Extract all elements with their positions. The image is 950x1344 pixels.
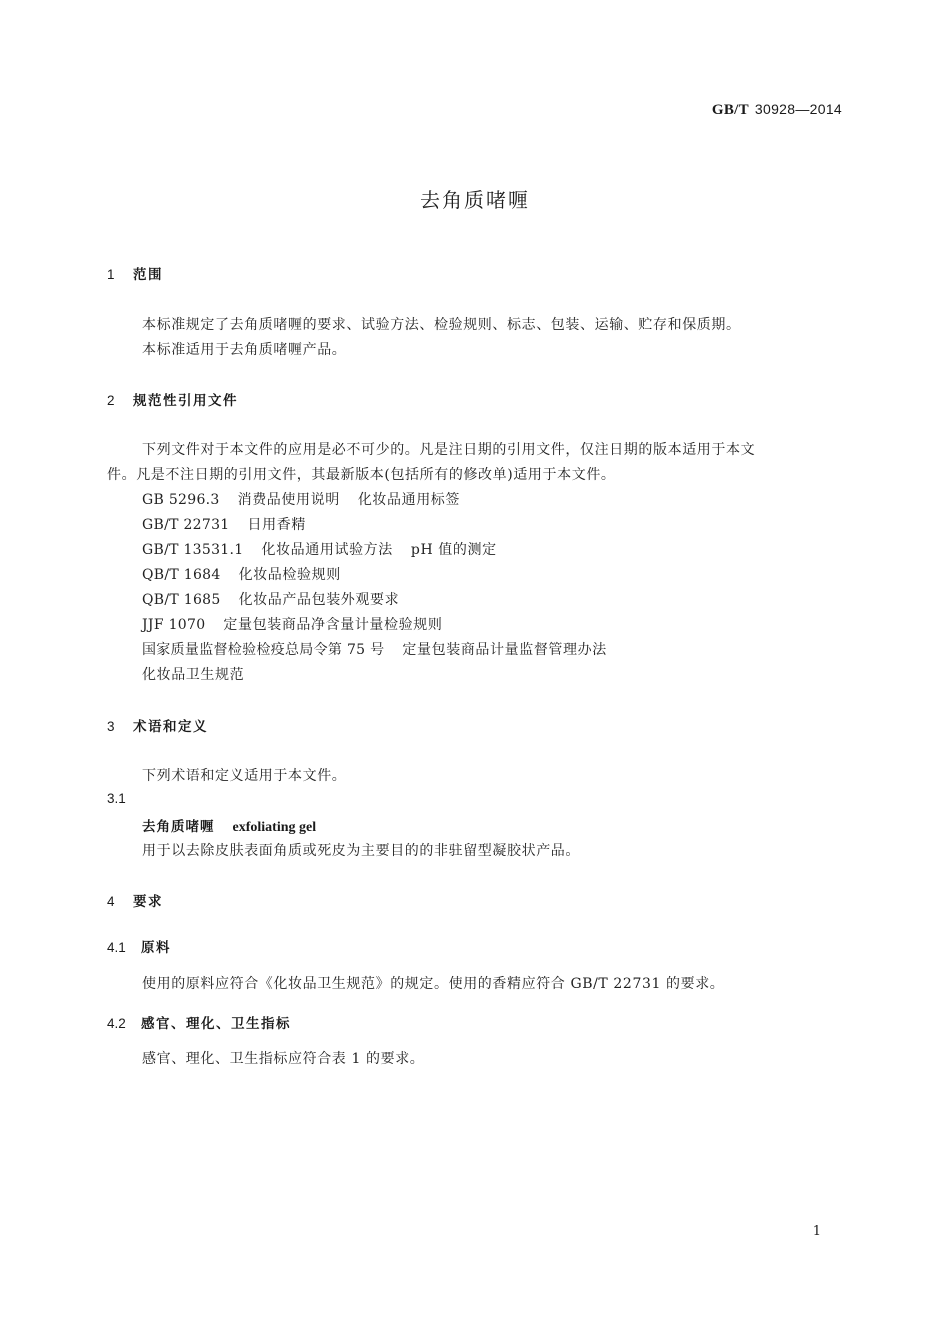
reference-code: GB/T 13531.1 bbox=[142, 542, 244, 558]
reference-item bbox=[142, 564, 341, 584]
reference-title: 定量包装商品净含量计量检验规则 bbox=[223, 617, 443, 633]
reference-title: 日用香精 bbox=[247, 517, 306, 533]
subsection-4-2-heading bbox=[107, 1012, 291, 1032]
term-number: 3.1 bbox=[107, 791, 126, 806]
subsection-4-1-heading bbox=[107, 936, 171, 956]
reference-item bbox=[142, 539, 497, 559]
reference-item bbox=[142, 664, 244, 684]
term-entry bbox=[142, 815, 316, 836]
section-number: 2 bbox=[107, 393, 115, 408]
paragraph: 感官、理化、卫生指标应符合表 1 的要求。 bbox=[142, 1051, 425, 1067]
paragraph: 本标准适用于去角质啫喱产品。 bbox=[142, 342, 347, 358]
reference-title: 消费品使用说明 bbox=[237, 492, 340, 508]
section-title: 范围 bbox=[133, 267, 163, 283]
section-title: 要求 bbox=[133, 894, 163, 910]
reference-title: 定量包装商品计量监督管理办法 bbox=[402, 642, 607, 658]
reference-item bbox=[142, 514, 306, 534]
section-4-heading bbox=[107, 890, 163, 910]
subsection-number: 4.2 bbox=[107, 1016, 126, 1031]
standard-prefix: GB/T bbox=[711, 102, 749, 118]
section-title: 术语和定义 bbox=[133, 719, 208, 735]
standard-number bbox=[712, 101, 842, 119]
section-2-heading bbox=[107, 389, 238, 409]
subsection-number: 4.1 bbox=[107, 940, 126, 955]
subsection-title: 感官、理化、卫生指标 bbox=[141, 1016, 291, 1032]
section-number: 1 bbox=[107, 267, 115, 282]
paragraph: 本标准规定了去角质啫喱的要求、试验方法、检验规则、标志、包装、运输、贮存和保质期。 bbox=[142, 317, 741, 333]
reference-title: 化妆品检验规则 bbox=[238, 567, 341, 583]
reference-code: 国家质量监督检验检疫总局令第 75 号 bbox=[142, 642, 385, 658]
paragraph: 件。凡是不注日期的引用文件，其最新版本(包括所有的修改单)适用于本文件。 bbox=[107, 467, 616, 483]
reference-title: 化妆品产品包装外观要求 bbox=[238, 592, 400, 608]
section-1-heading bbox=[107, 263, 163, 283]
reference-subtitle: 化妆品通用标签 bbox=[357, 492, 461, 508]
section-title: 规范性引用文件 bbox=[133, 393, 238, 409]
section-3-heading bbox=[107, 715, 208, 735]
reference-item bbox=[142, 639, 607, 659]
paragraph: 下列术语和定义适用于本文件。 bbox=[142, 768, 347, 784]
term-chinese: 去角质啫喱 bbox=[142, 819, 215, 835]
reference-code: GB 5296.3 bbox=[142, 492, 220, 508]
section-number: 4 bbox=[107, 894, 115, 909]
subsection-title: 原料 bbox=[141, 940, 171, 956]
standard-code: 30928—2014 bbox=[754, 101, 842, 117]
reference-item bbox=[142, 614, 442, 634]
document-title: 去角质啫喱 bbox=[420, 188, 530, 212]
reference-code: QB/T 1684 bbox=[142, 567, 221, 583]
reference-title: 化妆品通用试验方法 bbox=[261, 542, 393, 558]
paragraph: 下列文件对于本文件的应用是必不可少的。凡是注日期的引用文件，仅注日期的版本适用于本文 bbox=[142, 442, 756, 458]
term-definition: 用于以去除皮肤表面角质或死皮为主要目的的非驻留型凝胶状产品。 bbox=[142, 843, 580, 859]
page-number: 1 bbox=[812, 1224, 821, 1239]
reference-code: QB/T 1685 bbox=[142, 592, 221, 608]
paragraph: 使用的原料应符合《化妆品卫生规范》的规定。使用的香精应符合 GB/T 22731 的要求。 bbox=[142, 976, 725, 992]
reference-code: JJF 1070 bbox=[142, 617, 206, 633]
reference-subtitle: pH 值的测定 bbox=[410, 542, 497, 558]
reference-item bbox=[142, 589, 399, 609]
reference-item bbox=[142, 489, 460, 509]
reference-code: 化妆品卫生规范 bbox=[142, 667, 245, 683]
term-english: exfoliating gel bbox=[232, 820, 317, 835]
reference-code: GB/T 22731 bbox=[142, 517, 230, 533]
section-number: 3 bbox=[107, 719, 115, 734]
